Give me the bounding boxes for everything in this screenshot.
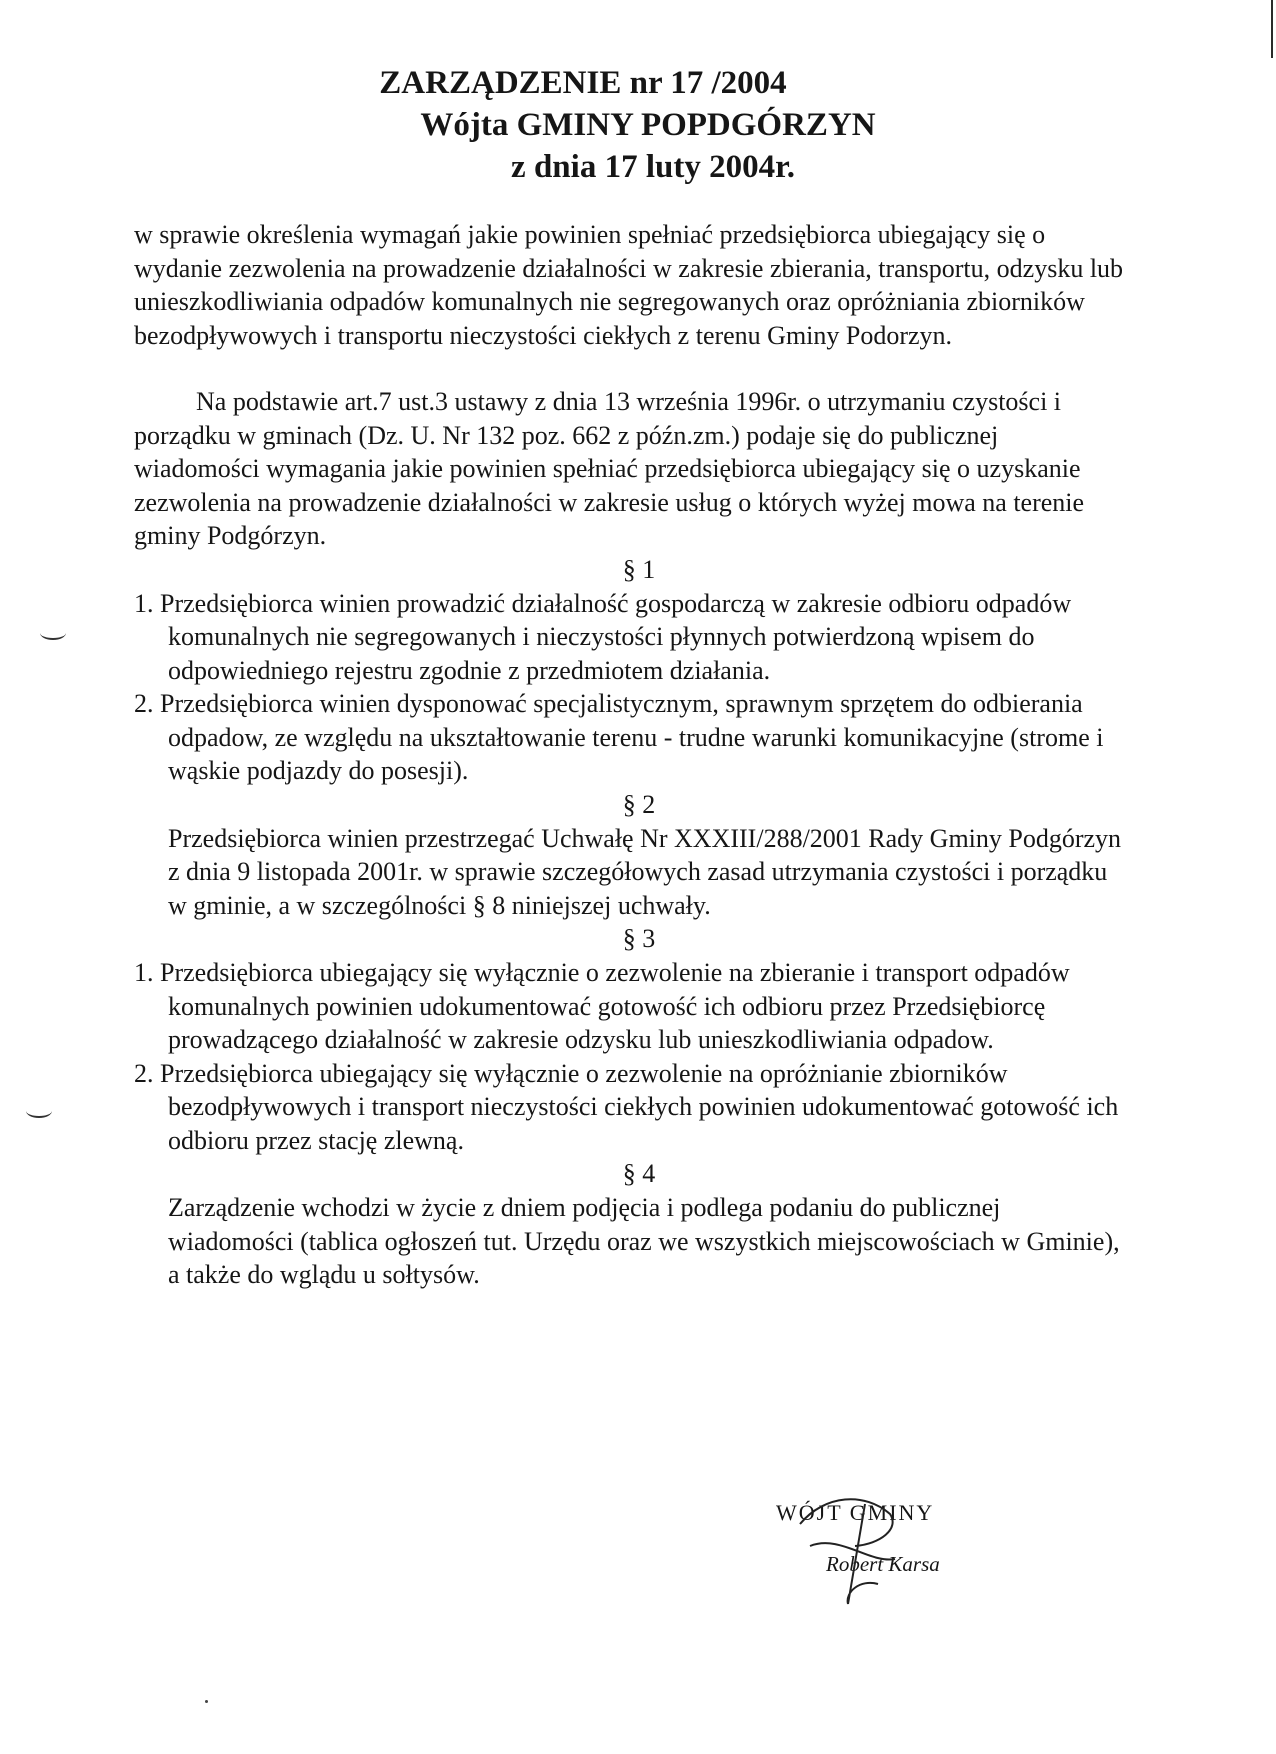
document-date: z dnia 17 luty 2004r.	[511, 149, 795, 185]
signature-block	[770, 1500, 1000, 1640]
intro-paragraph: Na podstawie art.7 ust.3 ustawy z dnia 13 września 1996r. o utrzymaniu czystości i porządku w gminach (Dz. U. Nr 132 poz. 662 z późn.zm.) podaje się do publicznej wiadomości wymagania jakie powinien spełniać przedsiębiorca ubiegający się o uzyskanie zezwolenia na prowadzenie działalności w zakresie usług o których wyżej mowa na terenie gminy Podgórzyn.	[134, 387, 1085, 550]
document-header	[0, 62, 1276, 188]
document-title: ZARZĄDZENIE nr 17 /2004	[379, 65, 787, 101]
signature-title: WÓJT GMINY	[776, 1500, 935, 1525]
document-body	[134, 218, 1124, 1292]
section-2-text: Przedsiębiorca winien przestrzegać Uchwałę Nr XXXIII/288/2001 Rady Gminy Podgórzyn z dnia 9 listopada 2001r. w sprawie szczegółowych zasad utrzymania czystości i porządku w gminie, a w szczególności § 8 niniejszej uchwały.	[168, 823, 1122, 920]
scan-edge-line	[1271, 0, 1273, 58]
section-heading-2: § 2	[622, 789, 656, 819]
section-heading-1: § 1	[622, 554, 656, 584]
subject-paragraph: w sprawie określenia wymagań jakie powinien spełniać przedsiębiorca ubiegający się o wydanie zezwolenia na prowadzenie działalności w zakresie zbierania, transportu, odzysku lub unieszkodliwiania odpadów komunalnych nie segregowanych oraz opróżniania zbiorników bezodpływowych i transportu nieczystości ciekłych z terenu Gminy Podorzyn.	[134, 220, 1124, 350]
section-4-text: Zarządzenie wchodzi w życie z dniem podjęcia i podlega podaniu do publicznej wiadomości (tablica ogłoszeń tut. Urzędu oraz we wszystkich miejscowościach w Gminie), a także do wglądu u sołtysów.	[168, 1193, 1120, 1289]
margin-tick-mark	[26, 1104, 52, 1118]
section-1-item-1: 1. Przedsiębiorca winien prowadzić działalność gospodarczą w zakresie odbioru odpadów komunalnych nie segregowanych i nieczystości płynnych potwierdzoną wpisem do odpowiedniego rejestru zgodnie z przedmiotem działania.	[134, 588, 1072, 685]
document-issuer: Wójta GMINY POPDGÓRZYN	[420, 107, 876, 143]
margin-tick-mark	[40, 626, 66, 640]
section-3-item-2: 2. Przedsiębiorca ubiegający się wyłącznie o zezwolenie na opróżnianie zbiorników bezodpływowych i transport nieczystości ciekłych powinien udokumentować gotowość ich odbioru przez stację zlewną.	[134, 1058, 1119, 1155]
section-1-item-2: 2. Przedsiębiorca winien dysponować specjalistycznym, sprawnym sprzętem do odbierania odpadow, ze względu na ukształtowanie terenu - trudne warunki komunikacyjne (strome i wąskie podjazdy do posesji).	[134, 689, 1104, 785]
section-heading-3: § 3	[622, 924, 656, 953]
scan-speck	[205, 1700, 208, 1703]
section-3-item-1: 1. Przedsiębiorca ubiegający się wyłącznie o zezwolenie na zbieranie i transport odpadów komunalnych powinien udokumentować gotowość ich odbioru przez Przedsiębiorcę prowadzącego działalność w zakresie odzysku lub unieszkodliwiania odpadow.	[134, 958, 1070, 1054]
section-heading-4: § 4	[622, 1159, 656, 1188]
handwritten-signature	[770, 1484, 930, 1614]
signature-name: Robert Karsa	[826, 1552, 940, 1576]
